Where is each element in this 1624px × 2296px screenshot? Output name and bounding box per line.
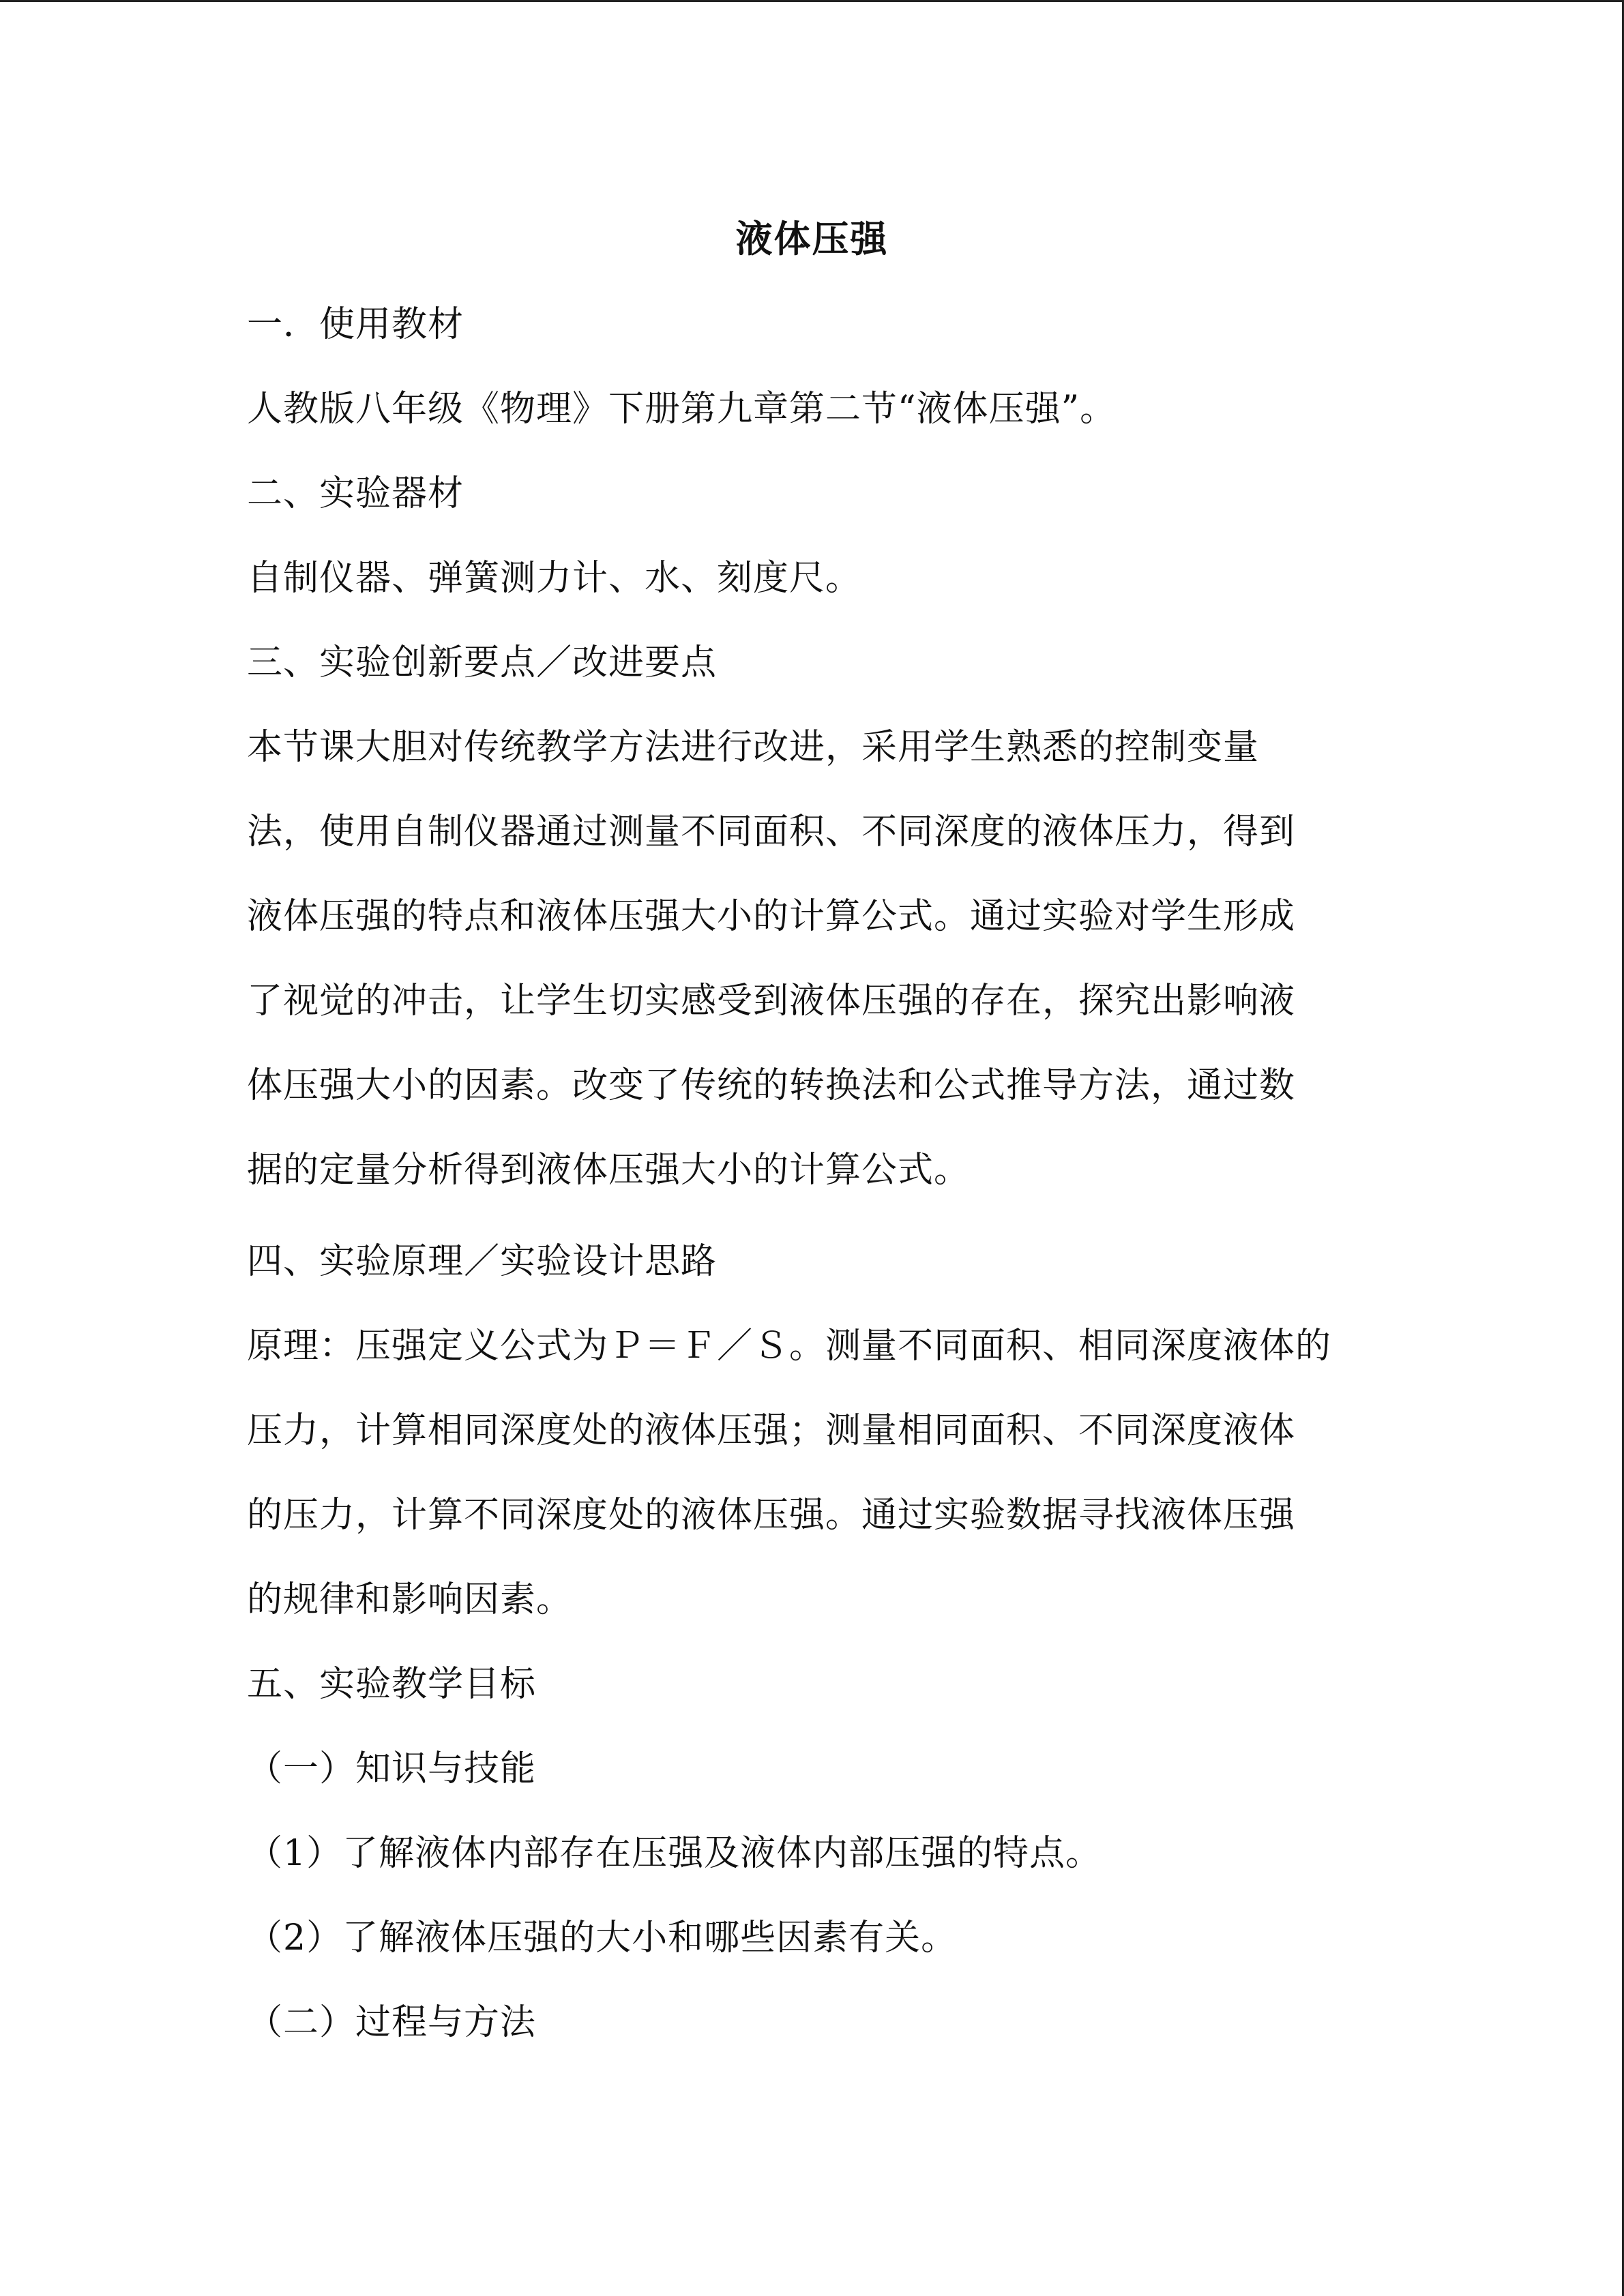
section-3-line: 据的定量分析得到液体压强大小的计算公式。: [247, 1150, 971, 1191]
section-4-line: 的压力，计算不同深度处的液体压强。通过实验数据寻找液体压强: [247, 1495, 1296, 1536]
section-2-heading: 二、实验器材: [247, 473, 464, 514]
page-top-border: [0, 0, 1624, 2]
section-3-line: 了视觉的冲击，让学生切实感受到液体压强的存在，探究出影响液: [247, 981, 1296, 1022]
section-5-subheading-process: （二）过程与方法: [247, 2002, 537, 2043]
document-title: 液体压强: [735, 217, 889, 260]
section-3-line: 体压强大小的因素。改变了传统的转换法和公式推导方法，通过数: [247, 1065, 1296, 1106]
section-4-line: 的规律和影响因素。: [247, 1579, 573, 1620]
section-2-body: 自制仪器、弹簧测力计、水、刻度尺。: [247, 558, 862, 599]
section-4-line: 原理：压强定义公式为Ｐ＝Ｆ／Ｓ。测量不同面积、相同深度液体的: [247, 1326, 1332, 1367]
section-5-item-1: （1）了解液体内部存在压强及液体内部压强的特点。: [247, 1833, 1102, 1874]
section-5-subheading-knowledge: （一）知识与技能: [247, 1748, 537, 1789]
section-5-heading: 五、实验教学目标: [247, 1664, 537, 1705]
section-5-item-2: （2）了解液体压强的大小和哪些因素有关。: [247, 1918, 958, 1958]
section-3-line: 法，使用自制仪器通过测量不同面积、不同深度的液体压力，得到: [247, 811, 1296, 852]
section-4-line: 压力，计算相同深度处的液体压强；测量相同面积、不同深度液体: [247, 1410, 1296, 1451]
section-4-heading: 四、实验原理／实验设计思路: [247, 1241, 718, 1282]
section-3-line: 本节课大胆对传统教学方法进行改进，采用学生熟悉的控制变量: [247, 727, 1260, 768]
section-1-body: 人教版八年级《物理》下册第九章第二节“液体压强”。: [247, 389, 1117, 430]
section-3-heading: 三、实验创新要点／改进要点: [247, 642, 718, 683]
section-3-line: 液体压强的特点和液体压强大小的计算公式。通过实验对学生形成: [247, 896, 1296, 937]
section-1-heading: 一．使用教材: [247, 304, 464, 345]
